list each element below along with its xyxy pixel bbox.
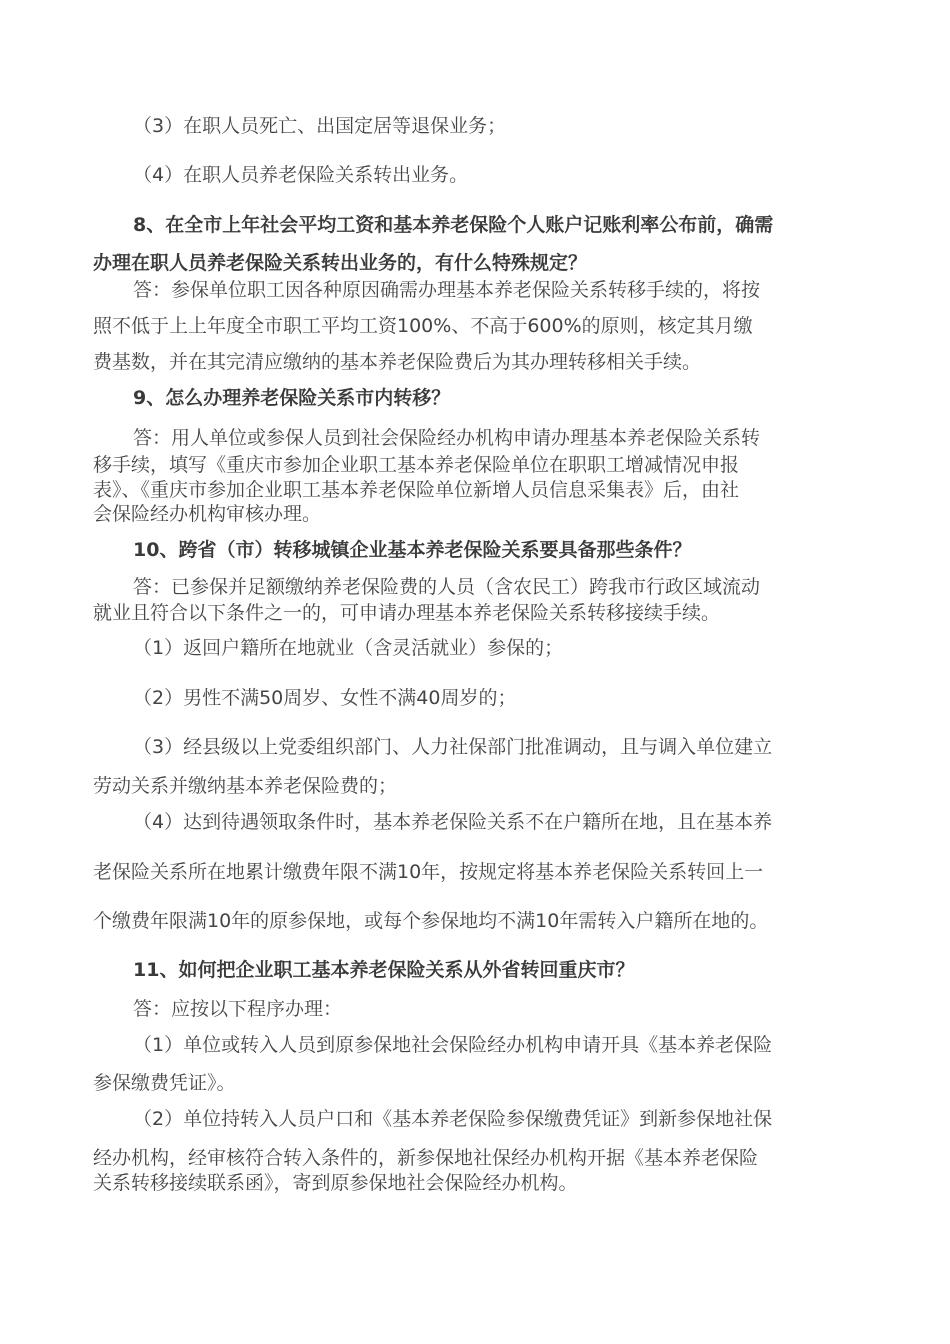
text-line: （4）达到待遇领取条件时，基本养老保险关系不在户籍所在地，且在基本养 bbox=[133, 811, 773, 833]
text-line: （2）单位持转入人员户口和《基本养老保险参保缴费凭证》到新参保地社保 bbox=[133, 1108, 773, 1130]
question-heading: 8、在全市上年社会平均工资和基本养老保险个人账户记账利率公布前，确需 bbox=[133, 214, 774, 236]
text-line: （1）单位或转入人员到原参保地社会保险经办机构申请开具《基本养老保险 bbox=[133, 1034, 773, 1056]
question-heading: 办理在职人员养老保险关系转出业务的，有什么特殊规定？ bbox=[93, 252, 588, 274]
text-line: 参保缴费凭证》。 bbox=[93, 1072, 236, 1094]
text-line: 关系转移接续联系函》，寄到原参保地社会保险经办机构。 bbox=[93, 1172, 578, 1194]
text-line: 个缴费年限满10年的原参保地，或每个参保地均不满10年需转入户籍所在地的。 bbox=[93, 910, 769, 932]
text-line: 答：已参保并足额缴纳养老保险费的人员（含农民工）跨我市行政区域流动 bbox=[133, 576, 761, 598]
text-line: 表》、《重庆市参加企业职工基本养老保险单位新增人员信息采集表》后，由社 bbox=[93, 479, 740, 501]
text-line: （3）经县级以上党委组织部门、人力社保部门批准调动，且与调入单位建立 bbox=[133, 736, 773, 758]
text-line: （3）在职人员死亡、出国定居等退保业务； bbox=[133, 115, 507, 137]
text-line: （1）返回户籍所在地就业（含灵活就业）参保的； bbox=[133, 637, 564, 659]
text-line: 答：参保单位职工因各种原因确需办理基本养老保险关系转移手续的，将按 bbox=[133, 279, 761, 301]
question-heading: 10、跨省（市）转移城镇企业基本养老保险关系要具备那些条件？ bbox=[133, 539, 692, 561]
text-line: 会保险经办机构审核办理。 bbox=[93, 503, 322, 525]
text-line: （4）在职人员养老保险关系转出业务。 bbox=[133, 164, 469, 186]
text-line: 就业且符合以下条件之一的，可申请办理基本养老保险关系转移接续手续。 bbox=[93, 602, 721, 624]
text-line: 答：应按以下程序办理： bbox=[133, 998, 343, 1020]
text-line: 答：用人单位或参保人员到社会保险经办机构申请办理基本养老保险关系转 bbox=[133, 427, 761, 449]
text-line: 照不低于上上年度全市职工平均工资100%、不高于600%的原则，核定其月缴 bbox=[93, 315, 753, 337]
text-line: 老保险关系所在地累计缴费年限不满10年，按规定将基本养老保险关系转回上一 bbox=[93, 861, 764, 883]
text-line: 经办机构，经审核符合转入条件的，新参保地社保经办机构开据《基本养老保险 bbox=[93, 1147, 759, 1169]
text-line: 移手续，填写《重庆市参加企业职工基本养老保险单位在职职工增减情况申报 bbox=[93, 454, 740, 476]
text-line: （2）男性不满50周岁、女性不满40周岁的； bbox=[133, 687, 517, 709]
question-heading: 9、怎么办理养老保险关系市内转移？ bbox=[133, 387, 451, 409]
text-line: 费基数，并在其完清应缴纳的基本养老保险费后为其办理转移相关手续。 bbox=[93, 351, 702, 373]
question-heading: 11、如何把企业职工基本养老保险关系从外省转回重庆市？ bbox=[133, 959, 635, 981]
text-line: 劳动关系并缴纳基本养老保险费的； bbox=[93, 775, 398, 797]
